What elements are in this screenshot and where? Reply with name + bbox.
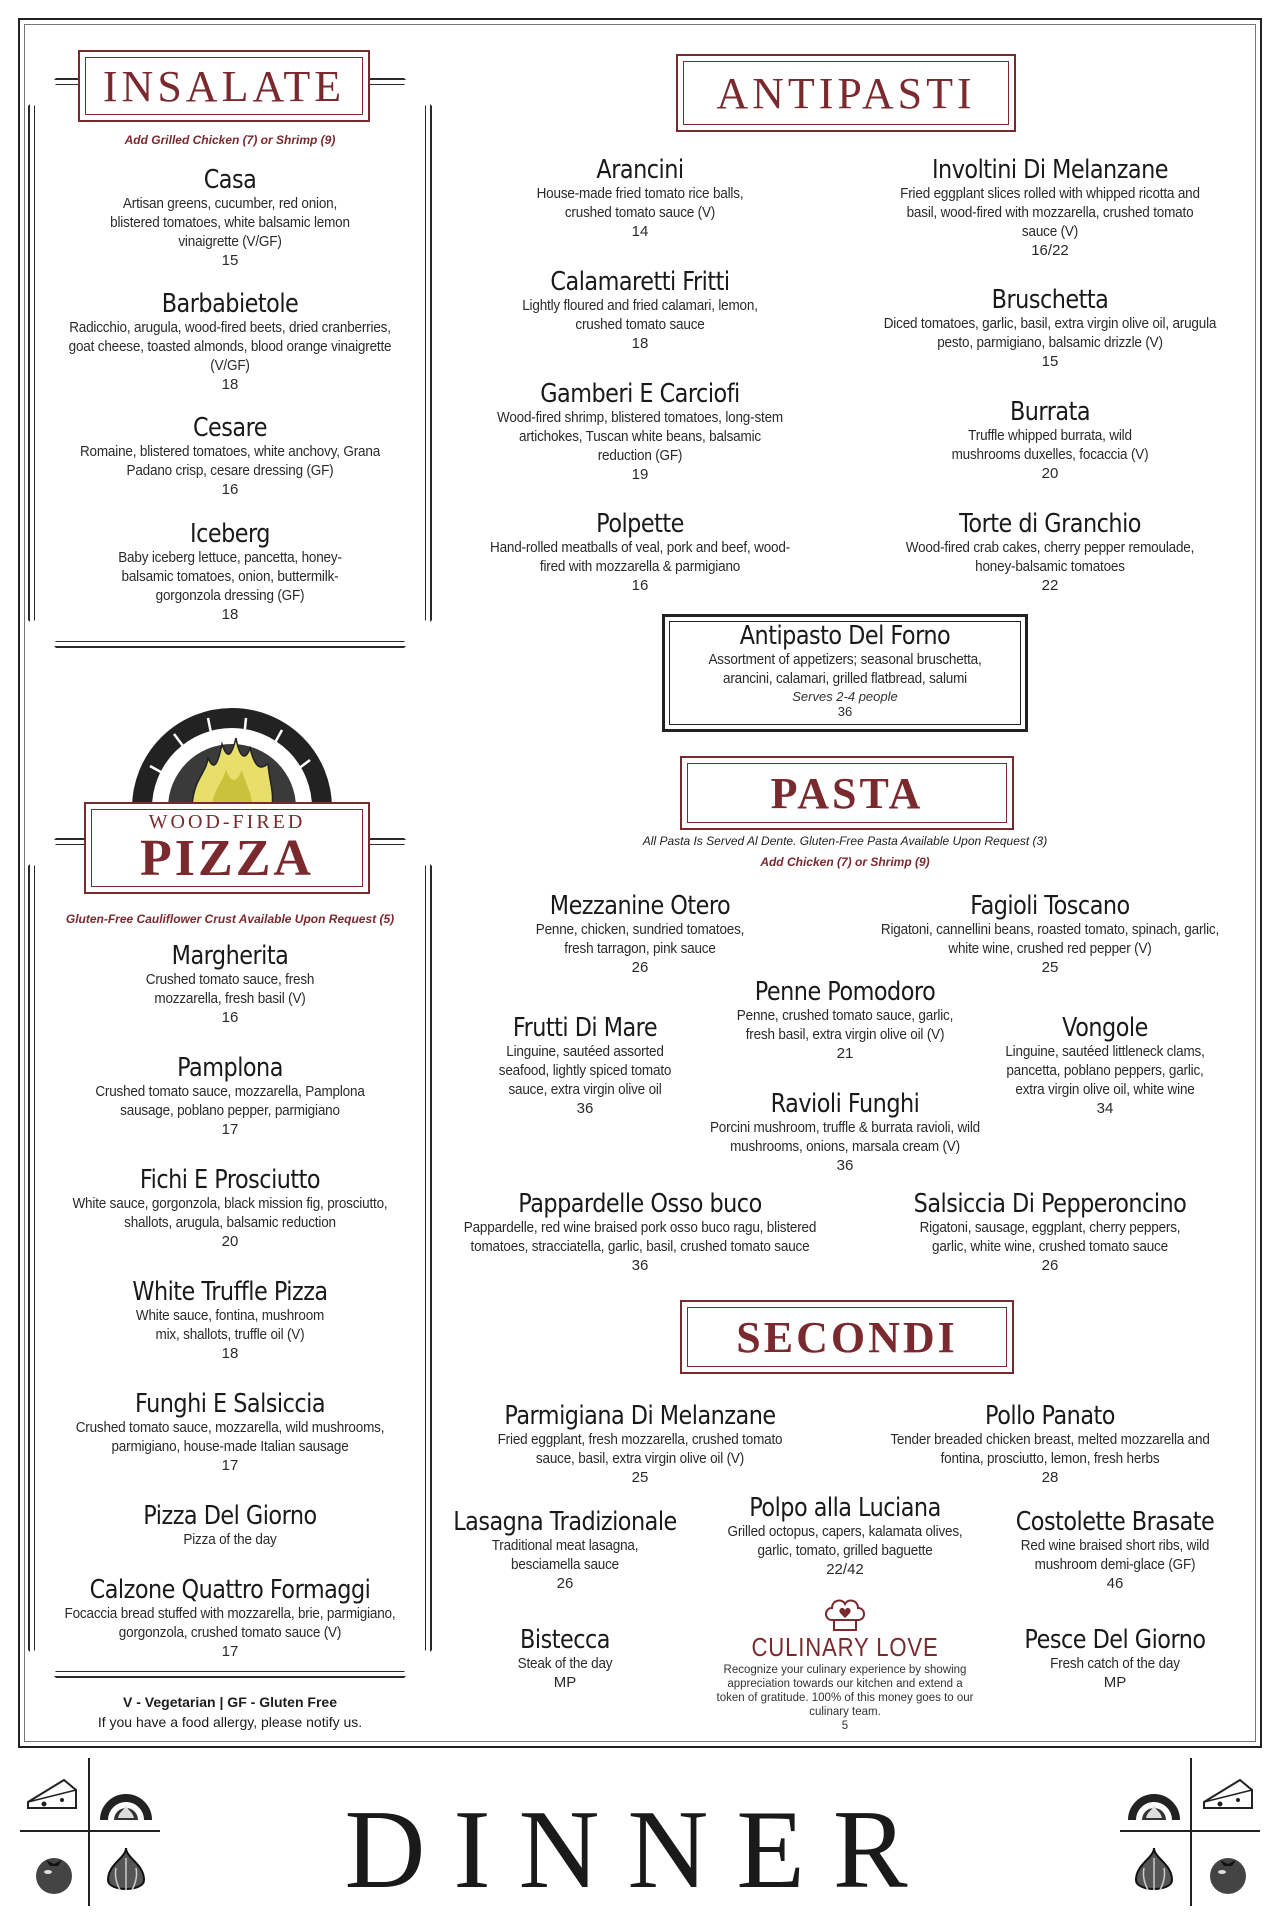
menu-item-margherita: Margherita Crushed tomato sauce, fresh mozzarella, fresh basil (V) 16 [145, 941, 315, 1026]
culinary-love-price: 5 [841, 1720, 849, 1732]
menu-item-bistecca: Bistecca Steak of the day MP [517, 1625, 613, 1691]
menu-item-lasagna-tradizionale: Lasagna Tradizionale Traditional meat lasagna, besciamella sauce 26 [453, 1507, 677, 1592]
left-corner-icons [20, 1758, 160, 1906]
menu-item-pollo-panato: Pollo Panato Tender breaded chicken breast, melted mozzarella and fontina, prosciutto, lemon, fresh herbs 28 [890, 1401, 1210, 1486]
menu-item-salsiccia-di-pepperoncino: Salsiccia Di Pepperoncino Rigatoni, sausage, eggplant, cherry peppers, garlic, white wine, crushed tomato sauce 26 [913, 1189, 1187, 1274]
tomato-icon [28, 1846, 80, 1898]
chef-hat-heart-icon [822, 1598, 868, 1634]
menu-item-funghi-e-salsiccia: Funghi E Salsiccia Crushed tomato sauce, mozzarella, wild mushrooms, parmigiano, house-made Italian sausage 17 [75, 1389, 385, 1474]
right-corner-icons [1120, 1758, 1260, 1906]
menu-item-barbabietole: Barbabietole Radicchio, arugula, wood-fired beets, dried cranberries, goat cheese, toasted almonds, blood orange vinaigrette (V/GF) 18 [68, 289, 392, 393]
pizza-oven-icon [122, 688, 342, 808]
menu-item-vongole: Vongole Linguine, sautéed littleneck clams, pancetta, poblano peppers, garlic, extra virgin olive oil, white wine 34 [1005, 1013, 1205, 1117]
menu-item-polpo-alla-luciana: Polpo alla Luciana Grilled octopus, capers, kalamata olives, garlic, tomato, grilled baguette 22/42 [727, 1493, 963, 1578]
antipasti-title: ANTIPASTI [716, 68, 976, 118]
pizza-title: PIZZA [140, 830, 314, 887]
menu-item-ravioli-funghi: Ravioli Funghi Porcini mushroom, truffle & burrata ravioli, wild mushrooms, onions, marsala cream (V) 36 [709, 1089, 981, 1174]
tomato-icon [1202, 1846, 1254, 1898]
pasta-note-1: All Pasta Is Served Al Dente. Gluten-Free Pasta Available Upon Request (3) [642, 834, 1048, 848]
secondi-header [680, 1300, 1014, 1374]
insalate-note: Add Grilled Chicken (7) or Shrimp (9) [124, 133, 336, 147]
pasta-title: PASTA [770, 768, 924, 818]
menu-item-arancini: Arancini House-made fried tomato rice balls, crushed tomato sauce (V) 14 [536, 155, 744, 240]
cheese-icon [1200, 1772, 1256, 1816]
pasta-header [680, 756, 1014, 830]
menu-item-bruschetta: Bruschetta Diced tomatoes, garlic, basil, extra virgin olive oil, arugula pesto, parmigiano, balsamic drizzle (V) 15 [883, 285, 1217, 370]
legend-line-2: If you have a food allergy, please notify us. [97, 1714, 363, 1730]
culinary-love-desc: Recognize your culinary experience by showing appreciation towards our kitchen and extend a token of gratitude. 100% of this money goes to our culinary team. [716, 1664, 974, 1718]
menu-item-costolette-brasate: Costolette Brasate Red wine braised short ribs, wild mushroom demi-glace (GF) 46 [1015, 1507, 1215, 1592]
menu-item-fichi-e-prosciutto: Fichi E Prosciutto White sauce, gorgonzola, black mission fig, prosciutto, shallots, arugula, balsamic reduction 20 [72, 1165, 388, 1250]
legend-line-1: V - Vegetarian | GF - Gluten Free [123, 1694, 337, 1710]
menu-item-iceberg: Iceberg Baby iceberg lettuce, pancetta, honey-balsamic tomatoes, onion, buttermilk-gorgonzola dressing (GF) 18 [118, 519, 342, 623]
oven-icon [1126, 1766, 1182, 1822]
cheese-icon [24, 1772, 80, 1816]
dinner-title: DINNER [344, 1788, 936, 1912]
secondi-title: SECONDI [736, 1312, 958, 1362]
pasta-note-2: Add Chicken (7) or Shrimp (9) [760, 855, 930, 869]
culinary-love-section [712, 1632, 978, 1733]
menu-item-pappardelle-osso-buco: Pappardelle Osso buco Pappardelle, red wine braised pork osso buco ragu, blistered tomatoes, stracciatella, garlic, basil, crushed tomato sauce 36 [463, 1189, 817, 1274]
menu-item-torte-di-granchio: Torte di Granchio Wood-fired crab cakes, cherry pepper remoulade, honey-balsamic tomatoes 22 [905, 509, 1195, 594]
menu-item-polpette: Polpette Hand-rolled meatballs of veal, pork and beef, wood-fired with mozzarella & parmigiano 16 [489, 509, 790, 594]
menu-item-pizza-del-giorno: Pizza Del Giorno Pizza of the day [143, 1501, 317, 1548]
menu-item-penne-pomodoro: Penne Pomodoro Penne, crushed tomato sauce, garlic, fresh basil, extra virgin olive oil (V) 21 [736, 977, 954, 1062]
dietary-legend [40, 1692, 420, 1732]
menu-item-pamplona: Pamplona Crushed tomato sauce, mozzarella, Pamplona sausage, poblano pepper, parmigiano 17 [95, 1053, 365, 1138]
oven-icon [98, 1766, 154, 1822]
menu-item-calamaretti-fritti: Calamaretti Fritti Lightly floured and fried calamari, lemon, crushed tomato sauce 18 [522, 267, 758, 352]
insalate-header [78, 50, 370, 122]
garlic-icon [1128, 1844, 1180, 1900]
menu-item-cesare: Cesare Romaine, blistered tomatoes, white anchovy, Grana Padano crisp, cesare dressing (GF) 16 [79, 413, 381, 498]
garlic-icon [100, 1844, 152, 1900]
menu-item-mezzanine-otero: Mezzanine Otero Penne, chicken, sundried tomatoes, fresh tarragon, pink sauce 26 [535, 891, 745, 976]
menu-item-calzone-quattro-formaggi: Calzone Quattro Formaggi Focaccia bread stuffed with mozzarella, brie, parmigiano, gorgonzola, crushed tomato sauce (V) 17 [64, 1575, 396, 1660]
pizza-note: Gluten-Free Cauliflower Crust Available Upon Request (5) [65, 912, 395, 926]
menu-item-antipasto-del-forno: Antipasto Del Forno Assortment of appetizers; seasonal bruschetta, arancini, calamari, grilled flatbread, salumi Serves 2-4 people 36 [708, 621, 982, 719]
pizza-header [84, 802, 370, 894]
menu-item-involtini-di-melanzane: Involtini Di Melanzane Fried eggplant slices rolled with whipped ricotta and basil, wood-fired with mozzarella, crushed tomato sauce (V) 16/22 [900, 155, 1200, 259]
menu-item-fagioli-toscano: Fagioli Toscano Rigatoni, cannellini beans, roasted tomato, spinach, garlic, white wine, crushed red pepper (V) 25 [880, 891, 1220, 976]
menu-item-parmigiana-di-melanzane: Parmigiana Di Melanzane Fried eggplant, fresh mozzarella, crushed tomato sauce, basil, extra virgin olive oil (V) 25 [497, 1401, 783, 1486]
insalate-title: INSALATE [102, 61, 346, 111]
pizza-title-small: WOOD-FIRED [148, 811, 306, 833]
menu-item-pesce-del-giorno: Pesce Del Giorno Fresh catch of the day MP [1024, 1625, 1206, 1691]
menu-item-frutti-di-mare: Frutti Di Mare Linguine, sautéed assorted seafood, lightly spiced tomato sauce, extra virgin olive oil 36 [498, 1013, 672, 1117]
menu-item-casa: Casa Artisan greens, cucumber, red onion, blistered tomatoes, white balsamic lemon vinaigrette (V/GF) 15 [110, 165, 350, 269]
menu-item-white-truffle-pizza: White Truffle Pizza White sauce, fontina, mushroom mix, shallots, truffle oil (V) 18 [132, 1277, 328, 1362]
menu-item-burrata: Burrata Truffle whipped burrata, wild mushrooms duxelles, focaccia (V) 20 [951, 397, 1149, 482]
culinary-love-title: CULINARY LOVE [751, 1632, 939, 1662]
antipasti-header [676, 54, 1016, 132]
menu-item-gamberi-e-carciofi: Gamberi E Carciofi Wood-fired shrimp, blistered tomatoes, long-stem artichokes, Tuscan white beans, balsamic reduction (GF) 19 [496, 379, 783, 483]
